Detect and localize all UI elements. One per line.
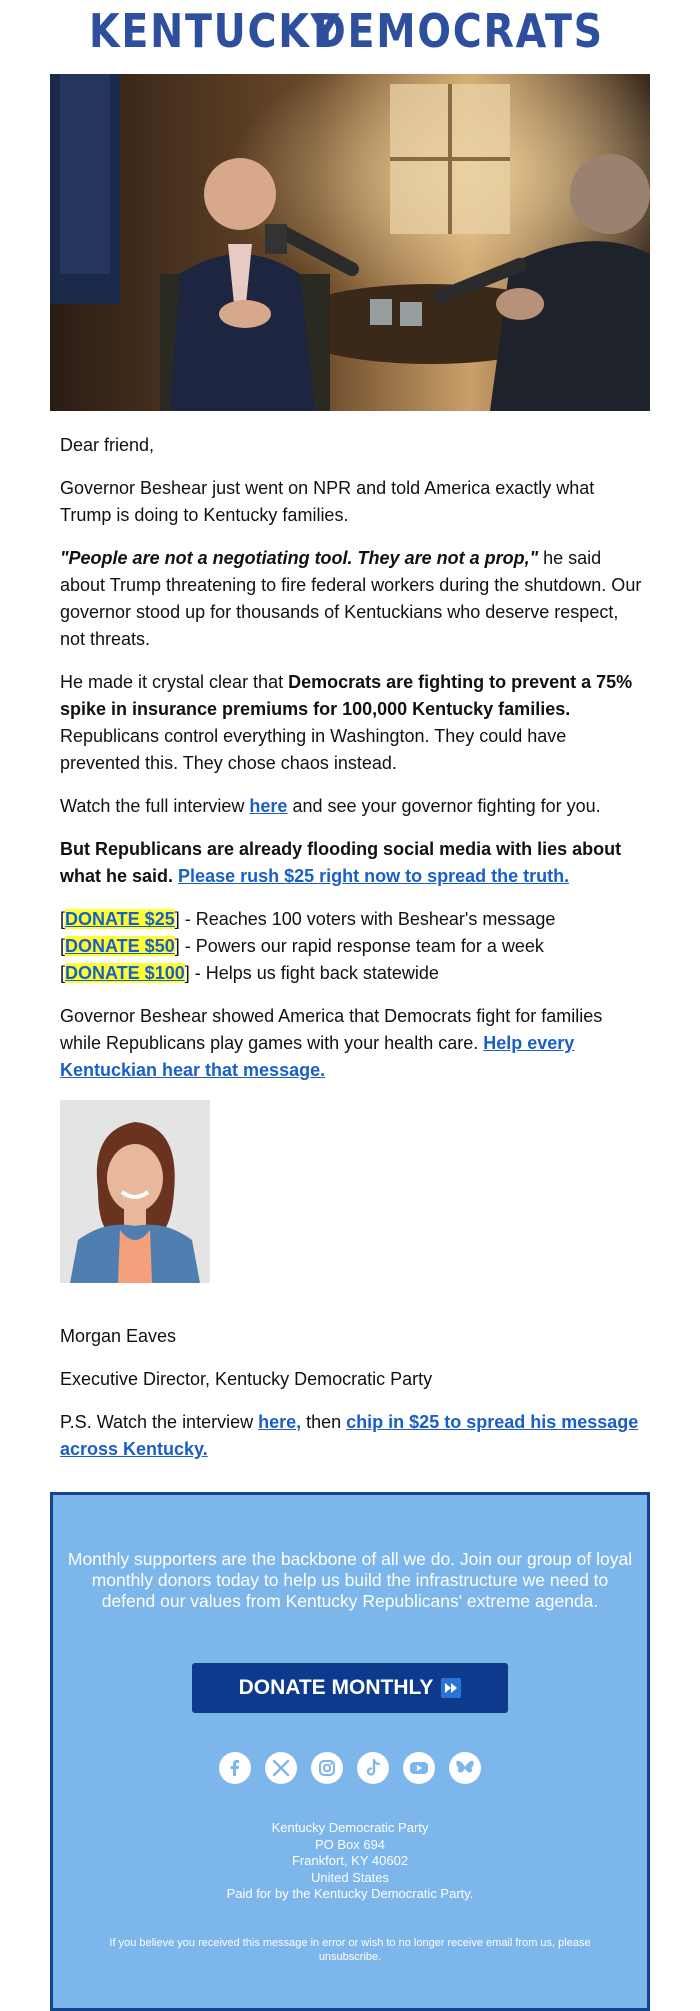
paragraph-quote xyxy=(60,545,645,653)
rush-donate-link[interactable]: Please rush $25 right now to spread the truth. xyxy=(178,866,570,886)
address-line-org: Kentucky Democratic Party xyxy=(271,1820,429,1835)
paragraph-lies xyxy=(60,836,645,890)
paragraph-watch-pre: Watch the full interview xyxy=(60,796,250,816)
ps-pre: P.S. Watch the interview xyxy=(60,1412,259,1432)
paragraph-showed-pre: Governor Beshear showed America that Democrats fight for families while Republicans play games with your health care. xyxy=(60,1006,603,1053)
fast-forward-icon xyxy=(441,1678,461,1698)
paragraph-premiums xyxy=(60,669,645,777)
postscript xyxy=(60,1409,645,1463)
hero-photo[interactable] xyxy=(50,74,650,411)
paragraph-showed xyxy=(60,1003,645,1084)
paragraph-premiums-pre: He made it crystal clear that xyxy=(60,672,289,692)
signature-photo xyxy=(60,1100,210,1283)
donate-row-100: [DONATE $100] - Helps us fight back statewide xyxy=(60,963,439,983)
donate-row-50: [DONATE $50] - Powers our rapid response team for a week xyxy=(60,936,544,956)
monthly-supporters-message: Monthly supporters are the backbone of all we do. Join our group of loyal monthly donors today to help us build the infrastructure we need to defend our values from Kentucky Republicans' extreme agenda. xyxy=(67,1549,633,1611)
footer-panel xyxy=(50,1492,650,2011)
greeting: Dear friend, xyxy=(60,435,155,455)
donate-50-desc: - Powers our rapid response team for a week xyxy=(179,936,544,956)
paragraph-watch xyxy=(60,793,645,820)
paragraph-quote-rest: he said about Trump threatening to fire federal workers during the shutdown. Our governor stood up for thousands of Kentuckians who deserve respect, not threats. xyxy=(60,548,642,649)
interview-link[interactable]: here xyxy=(249,796,288,816)
donate-100-link[interactable]: DONATE $100 xyxy=(65,963,185,983)
donate-options xyxy=(60,906,645,987)
paragraph-watch-post: and see your governor fighting for you. xyxy=(287,796,601,816)
ps-chip-in-link[interactable]: chip in $25 to spread his message across Kentucky. xyxy=(60,1412,639,1459)
kentucky-democrats-logo[interactable] xyxy=(50,6,650,56)
bluesky-icon[interactable] xyxy=(449,1752,481,1784)
paragraph-intro: Governor Beshear just went on NPR and told America exactly what Trump is doing to Kentucky families. xyxy=(60,478,595,525)
address-line-pobox: PO Box 694 xyxy=(314,1836,386,1852)
donate-monthly-button[interactable] xyxy=(192,1663,508,1713)
morgan-eaves-portrait xyxy=(60,1100,210,1283)
logo-word-left: KENTUCKY xyxy=(89,4,342,58)
donate-25-desc: - Reaches 100 voters with Beshear's message xyxy=(179,909,556,929)
social-links xyxy=(53,1752,647,1788)
ps-mid: then xyxy=(301,1412,347,1432)
youtube-icon[interactable] xyxy=(403,1752,435,1784)
donate-row-25: [DONATE $25] - Reaches 100 voters with Beshear's message xyxy=(60,909,556,929)
help-every-kentuckian-link[interactable]: Help every Kentuckian hear that message. xyxy=(60,1033,575,1080)
interview-scene-illustration xyxy=(50,74,650,411)
x-icon[interactable] xyxy=(265,1752,297,1784)
unsubscribe-notice[interactable]: If you believe you received this message in error or wish to no longer receive email from us, please unsubscribe. xyxy=(109,1937,591,1963)
premiums-bold: Democrats are fighting to prevent a 75% spike in insurance premiums for 100,000 Kentucky families. xyxy=(60,672,633,719)
signature-name: Morgan Eaves xyxy=(60,1326,177,1346)
address-line-country: United States xyxy=(310,1869,390,1885)
donate-monthly-label: DONATE MONTHLY xyxy=(238,1676,434,1699)
logo-word-right: DEMOCRATS xyxy=(313,4,605,58)
email-body xyxy=(60,432,645,1479)
lies-bold: But Republicans are already flooding social media with lies about what he said. xyxy=(60,839,622,886)
facebook-icon[interactable] xyxy=(219,1752,251,1784)
ps-interview-link[interactable]: here, xyxy=(258,1412,302,1432)
address-line-city: Frankfort, KY 40602 xyxy=(291,1853,409,1868)
tiktok-icon[interactable] xyxy=(357,1752,389,1784)
paid-for-disclaimer: Paid for by the Kentucky Democratic Party. xyxy=(226,1886,474,1901)
beshear-quote: "People are not a negotiating tool. They are not a prop," xyxy=(60,548,539,568)
donate-50-link[interactable]: DONATE $50 xyxy=(65,936,175,956)
paragraph-premiums-rest: Republicans control everything in Washington. They could have prevented this. They chose chaos instead. xyxy=(60,726,567,773)
instagram-icon[interactable] xyxy=(311,1752,343,1784)
signature-title: Executive Director, Kentucky Democratic Party xyxy=(60,1369,433,1389)
donate-100-desc: - Helps us fight back statewide xyxy=(189,963,439,983)
mailing-address xyxy=(53,1820,647,1903)
donate-25-link[interactable]: DONATE $25 xyxy=(65,909,175,929)
